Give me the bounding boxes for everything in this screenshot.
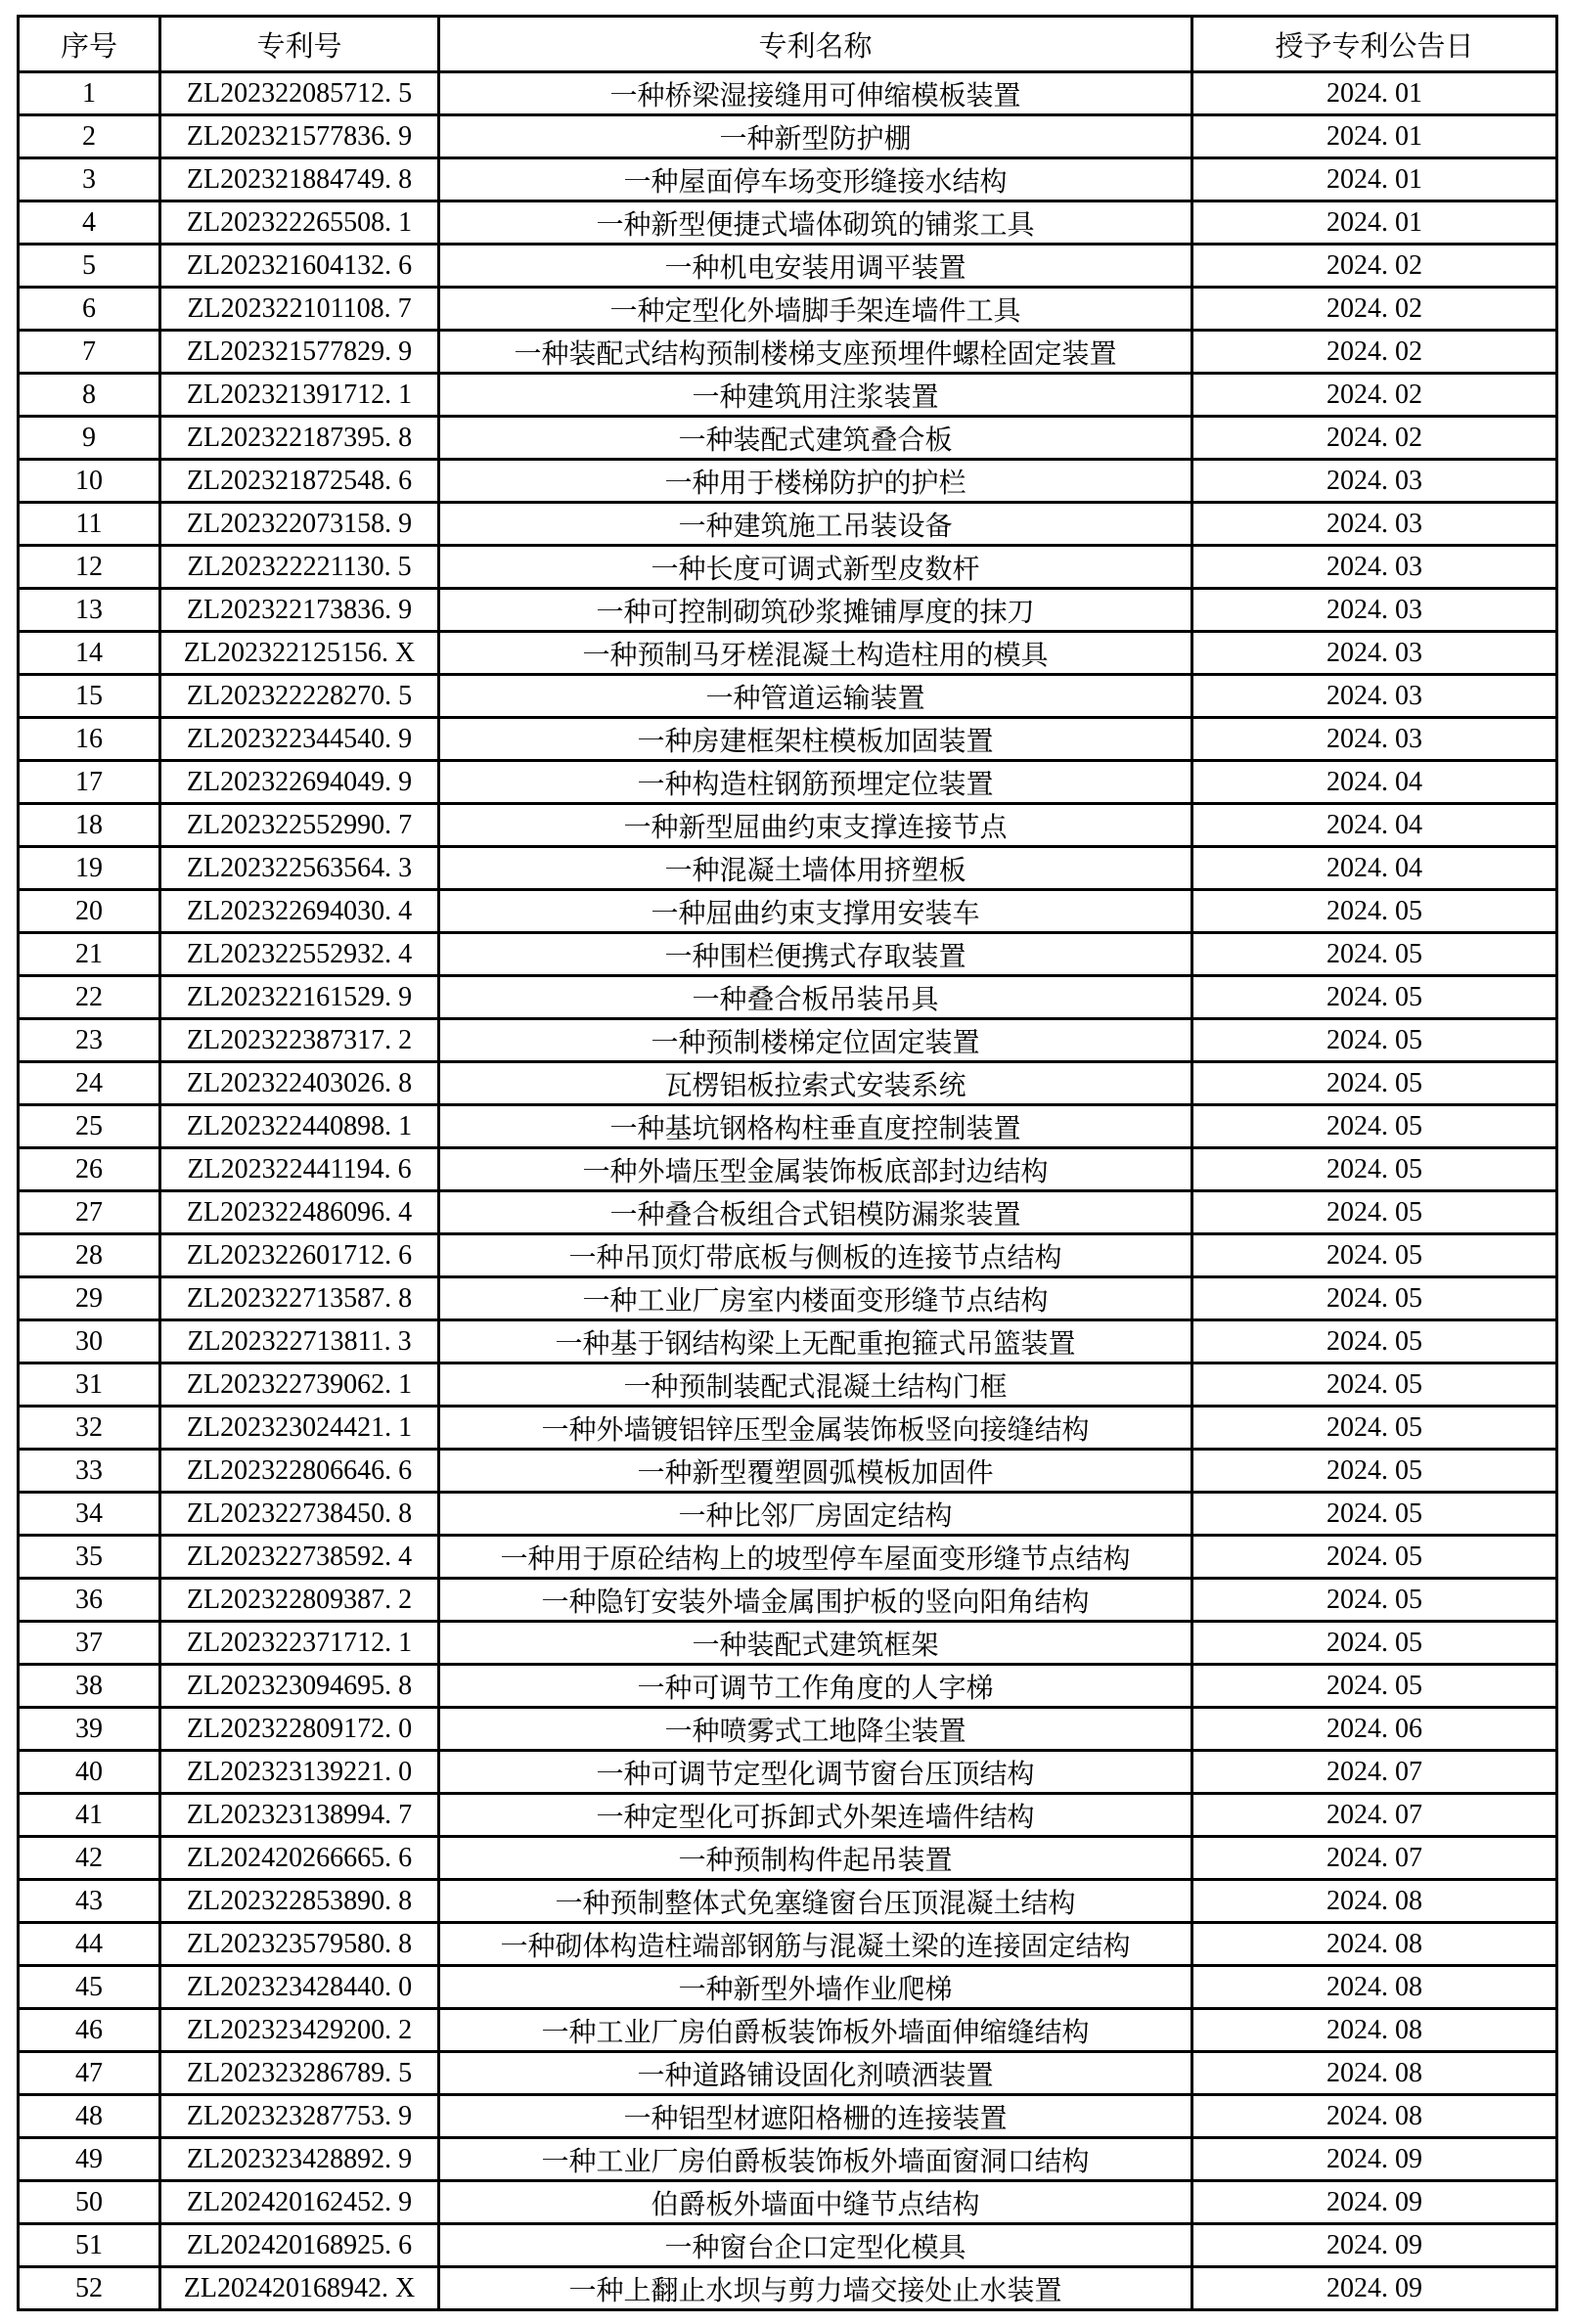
table-row <box>19 1966 1557 2009</box>
cell-grant-date: 2024. 05 <box>1192 1062 1557 1105</box>
table-row <box>19 1105 1557 1148</box>
cell-serial-number: 22 <box>19 976 160 1019</box>
cell-patent-number: ZL202322713587. 8 <box>160 1277 439 1320</box>
cell-patent-name: 一种新型便捷式墙体砌筑的铺浆工具 <box>439 201 1192 245</box>
cell-patent-number: ZL202322344540. 9 <box>160 718 439 761</box>
cell-serial-number: 8 <box>19 374 160 417</box>
table-row <box>19 1794 1557 1837</box>
cell-serial-number: 21 <box>19 933 160 976</box>
cell-grant-date: 2024. 04 <box>1192 761 1557 804</box>
cell-patent-number: ZL202322601712. 6 <box>160 1234 439 1277</box>
cell-serial-number: 19 <box>19 847 160 890</box>
cell-patent-number: ZL202323287753. 9 <box>160 2095 439 2138</box>
cell-patent-name: 一种装配式建筑框架 <box>439 1622 1192 1665</box>
table-row <box>19 1923 1557 1966</box>
cell-patent-number: ZL202322387317. 2 <box>160 1019 439 1062</box>
cell-serial-number: 25 <box>19 1105 160 1148</box>
cell-grant-date: 2024. 05 <box>1192 1493 1557 1536</box>
cell-patent-number: ZL202420168942. X <box>160 2267 439 2310</box>
cell-serial-number: 1 <box>19 72 160 115</box>
cell-grant-date: 2024. 08 <box>1192 2095 1557 2138</box>
patent-table-body <box>19 72 1557 2310</box>
cell-grant-date: 2024. 08 <box>1192 1923 1557 1966</box>
table-row <box>19 546 1557 589</box>
cell-serial-number: 39 <box>19 1708 160 1751</box>
cell-grant-date: 2024. 06 <box>1192 1708 1557 1751</box>
cell-patent-number: ZL202321884749. 8 <box>160 158 439 201</box>
cell-serial-number: 34 <box>19 1493 160 1536</box>
table-row <box>19 1665 1557 1708</box>
cell-grant-date: 2024. 03 <box>1192 675 1557 718</box>
cell-patent-name: 一种管道运输装置 <box>439 675 1192 718</box>
cell-patent-number: ZL202322738450. 8 <box>160 1493 439 1536</box>
table-row <box>19 1407 1557 1450</box>
cell-patent-number: ZL202322101108. 7 <box>160 288 439 331</box>
cell-patent-number: ZL202322125156. X <box>160 632 439 675</box>
cell-grant-date: 2024. 03 <box>1192 460 1557 503</box>
table-row <box>19 1493 1557 1536</box>
cell-patent-number: ZL202323428440. 0 <box>160 1966 439 2009</box>
cell-patent-number: ZL202323094695. 8 <box>160 1665 439 1708</box>
cell-grant-date: 2024. 02 <box>1192 288 1557 331</box>
cell-patent-number: ZL202322221130. 5 <box>160 546 439 589</box>
cell-patent-number: ZL202322552990. 7 <box>160 804 439 847</box>
table-row <box>19 632 1557 675</box>
table-row <box>19 2138 1557 2181</box>
cell-grant-date: 2024. 05 <box>1192 1191 1557 1234</box>
table-row <box>19 1191 1557 1234</box>
table-row <box>19 2224 1557 2267</box>
cell-patent-name: 瓦楞铝板拉索式安装系统 <box>439 1062 1192 1105</box>
cell-serial-number: 31 <box>19 1363 160 1407</box>
cell-serial-number: 44 <box>19 1923 160 1966</box>
cell-grant-date: 2024. 07 <box>1192 1837 1557 1880</box>
cell-serial-number: 35 <box>19 1536 160 1579</box>
cell-serial-number: 49 <box>19 2138 160 2181</box>
cell-serial-number: 52 <box>19 2267 160 2310</box>
cell-serial-number: 28 <box>19 1234 160 1277</box>
cell-patent-name: 一种机电安装用调平装置 <box>439 245 1192 288</box>
cell-patent-name: 一种可控制砌筑砂浆摊铺厚度的抹刀 <box>439 589 1192 632</box>
cell-patent-number: ZL202321577829. 9 <box>160 331 439 374</box>
cell-grant-date: 2024. 03 <box>1192 546 1557 589</box>
cell-grant-date: 2024. 02 <box>1192 331 1557 374</box>
table-row <box>19 288 1557 331</box>
cell-patent-name: 伯爵板外墙面中缝节点结构 <box>439 2181 1192 2224</box>
cell-serial-number: 46 <box>19 2009 160 2052</box>
table-row <box>19 115 1557 158</box>
cell-grant-date: 2024. 07 <box>1192 1794 1557 1837</box>
cell-grant-date: 2024. 09 <box>1192 2181 1557 2224</box>
cell-serial-number: 12 <box>19 546 160 589</box>
cell-patent-number: ZL202322228270. 5 <box>160 675 439 718</box>
cell-patent-name: 一种新型覆塑圆弧模板加固件 <box>439 1450 1192 1493</box>
table-row <box>19 503 1557 546</box>
cell-grant-date: 2024. 04 <box>1192 847 1557 890</box>
cell-patent-name: 一种预制装配式混凝土结构门框 <box>439 1363 1192 1407</box>
cell-patent-name: 一种喷雾式工地降尘装置 <box>439 1708 1192 1751</box>
cell-patent-name: 一种新型外墙作业爬梯 <box>439 1966 1192 2009</box>
table-row <box>19 331 1557 374</box>
table-row <box>19 2267 1557 2310</box>
table-row <box>19 417 1557 460</box>
cell-patent-number: ZL202322441194. 6 <box>160 1148 439 1191</box>
table-row <box>19 1708 1557 1751</box>
cell-serial-number: 20 <box>19 890 160 933</box>
cell-patent-name: 一种预制构件起吊装置 <box>439 1837 1192 1880</box>
cell-patent-name: 一种上翻止水坝与剪力墙交接处止水装置 <box>439 2267 1192 2310</box>
column-header-grant-date: 授予专利公告日 <box>1192 17 1557 72</box>
cell-serial-number: 18 <box>19 804 160 847</box>
cell-serial-number: 10 <box>19 460 160 503</box>
cell-patent-number: ZL202322161529. 9 <box>160 976 439 1019</box>
cell-patent-name: 一种用于楼梯防护的护栏 <box>439 460 1192 503</box>
cell-patent-name: 一种装配式建筑叠合板 <box>439 417 1192 460</box>
cell-patent-number: ZL202322085712. 5 <box>160 72 439 115</box>
cell-patent-number: ZL202322809172. 0 <box>160 1708 439 1751</box>
table-row <box>19 72 1557 115</box>
cell-patent-name: 一种外墙压型金属装饰板底部封边结构 <box>439 1148 1192 1191</box>
cell-grant-date: 2024. 05 <box>1192 1450 1557 1493</box>
table-row <box>19 2009 1557 2052</box>
cell-grant-date: 2024. 01 <box>1192 72 1557 115</box>
cell-serial-number: 13 <box>19 589 160 632</box>
cell-grant-date: 2024. 08 <box>1192 1880 1557 1923</box>
cell-patent-number: ZL202323428892. 9 <box>160 2138 439 2181</box>
cell-patent-name: 一种建筑施工吊装设备 <box>439 503 1192 546</box>
cell-serial-number: 40 <box>19 1751 160 1794</box>
table-row <box>19 1148 1557 1191</box>
cell-serial-number: 45 <box>19 1966 160 2009</box>
table-row <box>19 1320 1557 1363</box>
cell-serial-number: 7 <box>19 331 160 374</box>
table-row <box>19 675 1557 718</box>
cell-grant-date: 2024. 05 <box>1192 976 1557 1019</box>
cell-patent-name: 一种用于原砼结构上的坡型停车屋面变形缝节点结构 <box>439 1536 1192 1579</box>
table-row <box>19 2181 1557 2224</box>
cell-serial-number: 48 <box>19 2095 160 2138</box>
cell-grant-date: 2024. 05 <box>1192 1536 1557 1579</box>
cell-patent-number: ZL202322694030. 4 <box>160 890 439 933</box>
table-header <box>19 17 1557 72</box>
table-row <box>19 245 1557 288</box>
cell-grant-date: 2024. 05 <box>1192 1277 1557 1320</box>
cell-serial-number: 50 <box>19 2181 160 2224</box>
table-row <box>19 2052 1557 2095</box>
cell-grant-date: 2024. 05 <box>1192 1105 1557 1148</box>
cell-grant-date: 2024. 05 <box>1192 933 1557 976</box>
cell-grant-date: 2024. 08 <box>1192 2009 1557 2052</box>
cell-patent-name: 一种长度可调式新型皮数杆 <box>439 546 1192 589</box>
cell-patent-name: 一种装配式结构预制楼梯支座预埋件螺栓固定装置 <box>439 331 1192 374</box>
table-row <box>19 1234 1557 1277</box>
cell-patent-number: ZL202322853890. 8 <box>160 1880 439 1923</box>
table-row <box>19 761 1557 804</box>
cell-patent-name: 一种可调节定型化调节窗台压顶结构 <box>439 1751 1192 1794</box>
cell-patent-number: ZL202322552932. 4 <box>160 933 439 976</box>
cell-patent-name: 一种桥梁湿接缝用可伸缩模板装置 <box>439 72 1192 115</box>
cell-patent-name: 一种铝型材遮阳格栅的连接装置 <box>439 2095 1192 2138</box>
table-row <box>19 1363 1557 1407</box>
cell-patent-name: 一种工业厂房室内楼面变形缝节点结构 <box>439 1277 1192 1320</box>
table-row <box>19 890 1557 933</box>
cell-grant-date: 2024. 05 <box>1192 1363 1557 1407</box>
cell-patent-name: 一种预制楼梯定位固定装置 <box>439 1019 1192 1062</box>
cell-patent-name: 一种屋面停车场变形缝接水结构 <box>439 158 1192 201</box>
cell-grant-date: 2024. 09 <box>1192 2224 1557 2267</box>
cell-patent-name: 一种工业厂房伯爵板装饰板外墙面窗洞口结构 <box>439 2138 1192 2181</box>
cell-patent-name: 一种基坑钢格构柱垂直度控制装置 <box>439 1105 1192 1148</box>
table-row <box>19 201 1557 245</box>
table-row <box>19 1277 1557 1320</box>
cell-patent-number: ZL202322073158. 9 <box>160 503 439 546</box>
cell-patent-number: ZL202322173836. 9 <box>160 589 439 632</box>
table-row <box>19 158 1557 201</box>
cell-patent-name: 一种道路铺设固化剂喷洒装置 <box>439 2052 1192 2095</box>
cell-patent-number: ZL202322713811. 3 <box>160 1320 439 1363</box>
cell-grant-date: 2024. 09 <box>1192 2267 1557 2310</box>
column-header-patent-name: 专利名称 <box>439 17 1192 72</box>
cell-serial-number: 42 <box>19 1837 160 1880</box>
cell-patent-number: ZL202420162452. 9 <box>160 2181 439 2224</box>
cell-grant-date: 2024. 05 <box>1192 1148 1557 1191</box>
cell-grant-date: 2024. 02 <box>1192 245 1557 288</box>
cell-patent-name: 一种定型化可拆卸式外架连墙件结构 <box>439 1794 1192 1837</box>
cell-patent-number: ZL202322371712. 1 <box>160 1622 439 1665</box>
cell-serial-number: 51 <box>19 2224 160 2267</box>
cell-patent-number: ZL202420168925. 6 <box>160 2224 439 2267</box>
cell-serial-number: 24 <box>19 1062 160 1105</box>
cell-patent-number: ZL202322809387. 2 <box>160 1579 439 1622</box>
cell-grant-date: 2024. 08 <box>1192 2052 1557 2095</box>
cell-serial-number: 27 <box>19 1191 160 1234</box>
cell-patent-number: ZL202323286789. 5 <box>160 2052 439 2095</box>
cell-patent-number: ZL202321577836. 9 <box>160 115 439 158</box>
table-row <box>19 1579 1557 1622</box>
cell-patent-name: 一种吊顶灯带底板与侧板的连接节点结构 <box>439 1234 1192 1277</box>
cell-grant-date: 2024. 01 <box>1192 115 1557 158</box>
cell-serial-number: 38 <box>19 1665 160 1708</box>
cell-grant-date: 2024. 07 <box>1192 1751 1557 1794</box>
cell-patent-name: 一种窗台企口定型化模具 <box>439 2224 1192 2267</box>
cell-grant-date: 2024. 01 <box>1192 201 1557 245</box>
cell-grant-date: 2024. 09 <box>1192 2138 1557 2181</box>
cell-patent-number: ZL202322563564. 3 <box>160 847 439 890</box>
cell-patent-number: ZL202322739062. 1 <box>160 1363 439 1407</box>
cell-patent-number: ZL202322187395. 8 <box>160 417 439 460</box>
cell-serial-number: 2 <box>19 115 160 158</box>
cell-patent-name: 一种外墙镀铝锌压型金属装饰板竖向接缝结构 <box>439 1407 1192 1450</box>
cell-grant-date: 2024. 05 <box>1192 1579 1557 1622</box>
column-header-serial-number: 序号 <box>19 17 160 72</box>
table-row <box>19 976 1557 1019</box>
cell-grant-date: 2024. 03 <box>1192 718 1557 761</box>
patent-table <box>17 15 1558 2311</box>
table-row <box>19 718 1557 761</box>
cell-patent-number: ZL202322486096. 4 <box>160 1191 439 1234</box>
table-row <box>19 1751 1557 1794</box>
table-row <box>19 1536 1557 1579</box>
cell-grant-date: 2024. 05 <box>1192 1320 1557 1363</box>
cell-patent-name: 一种新型防护棚 <box>439 115 1192 158</box>
cell-serial-number: 11 <box>19 503 160 546</box>
table-row <box>19 1062 1557 1105</box>
cell-patent-number: ZL202420266665. 6 <box>160 1837 439 1880</box>
table-row <box>19 460 1557 503</box>
cell-patent-number: ZL202323138994. 7 <box>160 1794 439 1837</box>
cell-serial-number: 37 <box>19 1622 160 1665</box>
cell-patent-name: 一种砌体构造柱端部钢筋与混凝土梁的连接固定结构 <box>439 1923 1192 1966</box>
cell-patent-number: ZL202321391712. 1 <box>160 374 439 417</box>
cell-patent-name: 一种围栏便携式存取装置 <box>439 933 1192 976</box>
cell-patent-number: ZL202323024421. 1 <box>160 1407 439 1450</box>
cell-serial-number: 36 <box>19 1579 160 1622</box>
cell-serial-number: 41 <box>19 1794 160 1837</box>
cell-patent-name: 一种可调节工作角度的人字梯 <box>439 1665 1192 1708</box>
cell-patent-number: ZL202323579580. 8 <box>160 1923 439 1966</box>
cell-patent-name: 一种定型化外墙脚手架连墙件工具 <box>439 288 1192 331</box>
table-row <box>19 1880 1557 1923</box>
cell-grant-date: 2024. 05 <box>1192 1407 1557 1450</box>
cell-patent-name: 一种新型屈曲约束支撑连接节点 <box>439 804 1192 847</box>
cell-grant-date: 2024. 03 <box>1192 589 1557 632</box>
cell-patent-number: ZL202323139221. 0 <box>160 1751 439 1794</box>
header-row <box>19 17 1557 72</box>
cell-grant-date: 2024. 03 <box>1192 632 1557 675</box>
cell-grant-date: 2024. 05 <box>1192 890 1557 933</box>
cell-serial-number: 26 <box>19 1148 160 1191</box>
cell-patent-number: ZL202322265508. 1 <box>160 201 439 245</box>
cell-patent-name: 一种隐钉安装外墙金属围护板的竖向阳角结构 <box>439 1579 1192 1622</box>
table-row <box>19 589 1557 632</box>
cell-serial-number: 33 <box>19 1450 160 1493</box>
cell-serial-number: 30 <box>19 1320 160 1363</box>
cell-patent-number: ZL202323429200. 2 <box>160 2009 439 2052</box>
cell-patent-name: 一种比邻厂房固定结构 <box>439 1493 1192 1536</box>
column-header-patent-number: 专利号 <box>160 17 439 72</box>
cell-grant-date: 2024. 02 <box>1192 374 1557 417</box>
cell-serial-number: 43 <box>19 1880 160 1923</box>
cell-grant-date: 2024. 05 <box>1192 1622 1557 1665</box>
table-row <box>19 1622 1557 1665</box>
cell-serial-number: 14 <box>19 632 160 675</box>
cell-grant-date: 2024. 03 <box>1192 503 1557 546</box>
cell-patent-name: 一种基于钢结构梁上无配重抱箍式吊篮装置 <box>439 1320 1192 1363</box>
cell-patent-name: 一种叠合板吊装吊具 <box>439 976 1192 1019</box>
table-row <box>19 1450 1557 1493</box>
cell-serial-number: 23 <box>19 1019 160 1062</box>
table-row <box>19 2095 1557 2138</box>
cell-serial-number: 5 <box>19 245 160 288</box>
cell-patent-name: 一种叠合板组合式铝模防漏浆装置 <box>439 1191 1192 1234</box>
cell-grant-date: 2024. 05 <box>1192 1019 1557 1062</box>
cell-serial-number: 47 <box>19 2052 160 2095</box>
cell-patent-number: ZL202321604132. 6 <box>160 245 439 288</box>
table-row <box>19 1837 1557 1880</box>
cell-grant-date: 2024. 02 <box>1192 417 1557 460</box>
table-row <box>19 374 1557 417</box>
cell-serial-number: 29 <box>19 1277 160 1320</box>
cell-serial-number: 4 <box>19 201 160 245</box>
cell-serial-number: 16 <box>19 718 160 761</box>
cell-grant-date: 2024. 05 <box>1192 1665 1557 1708</box>
cell-grant-date: 2024. 04 <box>1192 804 1557 847</box>
cell-patent-name: 一种预制整体式免塞缝窗台压顶混凝土结构 <box>439 1880 1192 1923</box>
table-row <box>19 933 1557 976</box>
cell-patent-number: ZL202322694049. 9 <box>160 761 439 804</box>
cell-patent-name: 一种构造柱钢筋预埋定位装置 <box>439 761 1192 804</box>
cell-grant-date: 2024. 01 <box>1192 158 1557 201</box>
table-row <box>19 804 1557 847</box>
cell-serial-number: 17 <box>19 761 160 804</box>
cell-patent-name: 一种混凝土墙体用挤塑板 <box>439 847 1192 890</box>
cell-serial-number: 6 <box>19 288 160 331</box>
cell-serial-number: 15 <box>19 675 160 718</box>
cell-grant-date: 2024. 05 <box>1192 1234 1557 1277</box>
cell-patent-name: 一种建筑用注浆装置 <box>439 374 1192 417</box>
cell-patent-number: ZL202321872548. 6 <box>160 460 439 503</box>
cell-patent-number: ZL202322806646. 6 <box>160 1450 439 1493</box>
cell-patent-name: 一种房建框架柱模板加固装置 <box>439 718 1192 761</box>
cell-patent-name: 一种工业厂房伯爵板装饰板外墙面伸缩缝结构 <box>439 2009 1192 2052</box>
table-row <box>19 1019 1557 1062</box>
cell-patent-name: 一种预制马牙槎混凝土构造柱用的模具 <box>439 632 1192 675</box>
cell-serial-number: 32 <box>19 1407 160 1450</box>
cell-patent-number: ZL202322403026. 8 <box>160 1062 439 1105</box>
cell-patent-name: 一种屈曲约束支撑用安装车 <box>439 890 1192 933</box>
cell-serial-number: 3 <box>19 158 160 201</box>
cell-grant-date: 2024. 08 <box>1192 1966 1557 2009</box>
table-row <box>19 847 1557 890</box>
cell-patent-number: ZL202322440898. 1 <box>160 1105 439 1148</box>
cell-patent-number: ZL202322738592. 4 <box>160 1536 439 1579</box>
cell-serial-number: 9 <box>19 417 160 460</box>
